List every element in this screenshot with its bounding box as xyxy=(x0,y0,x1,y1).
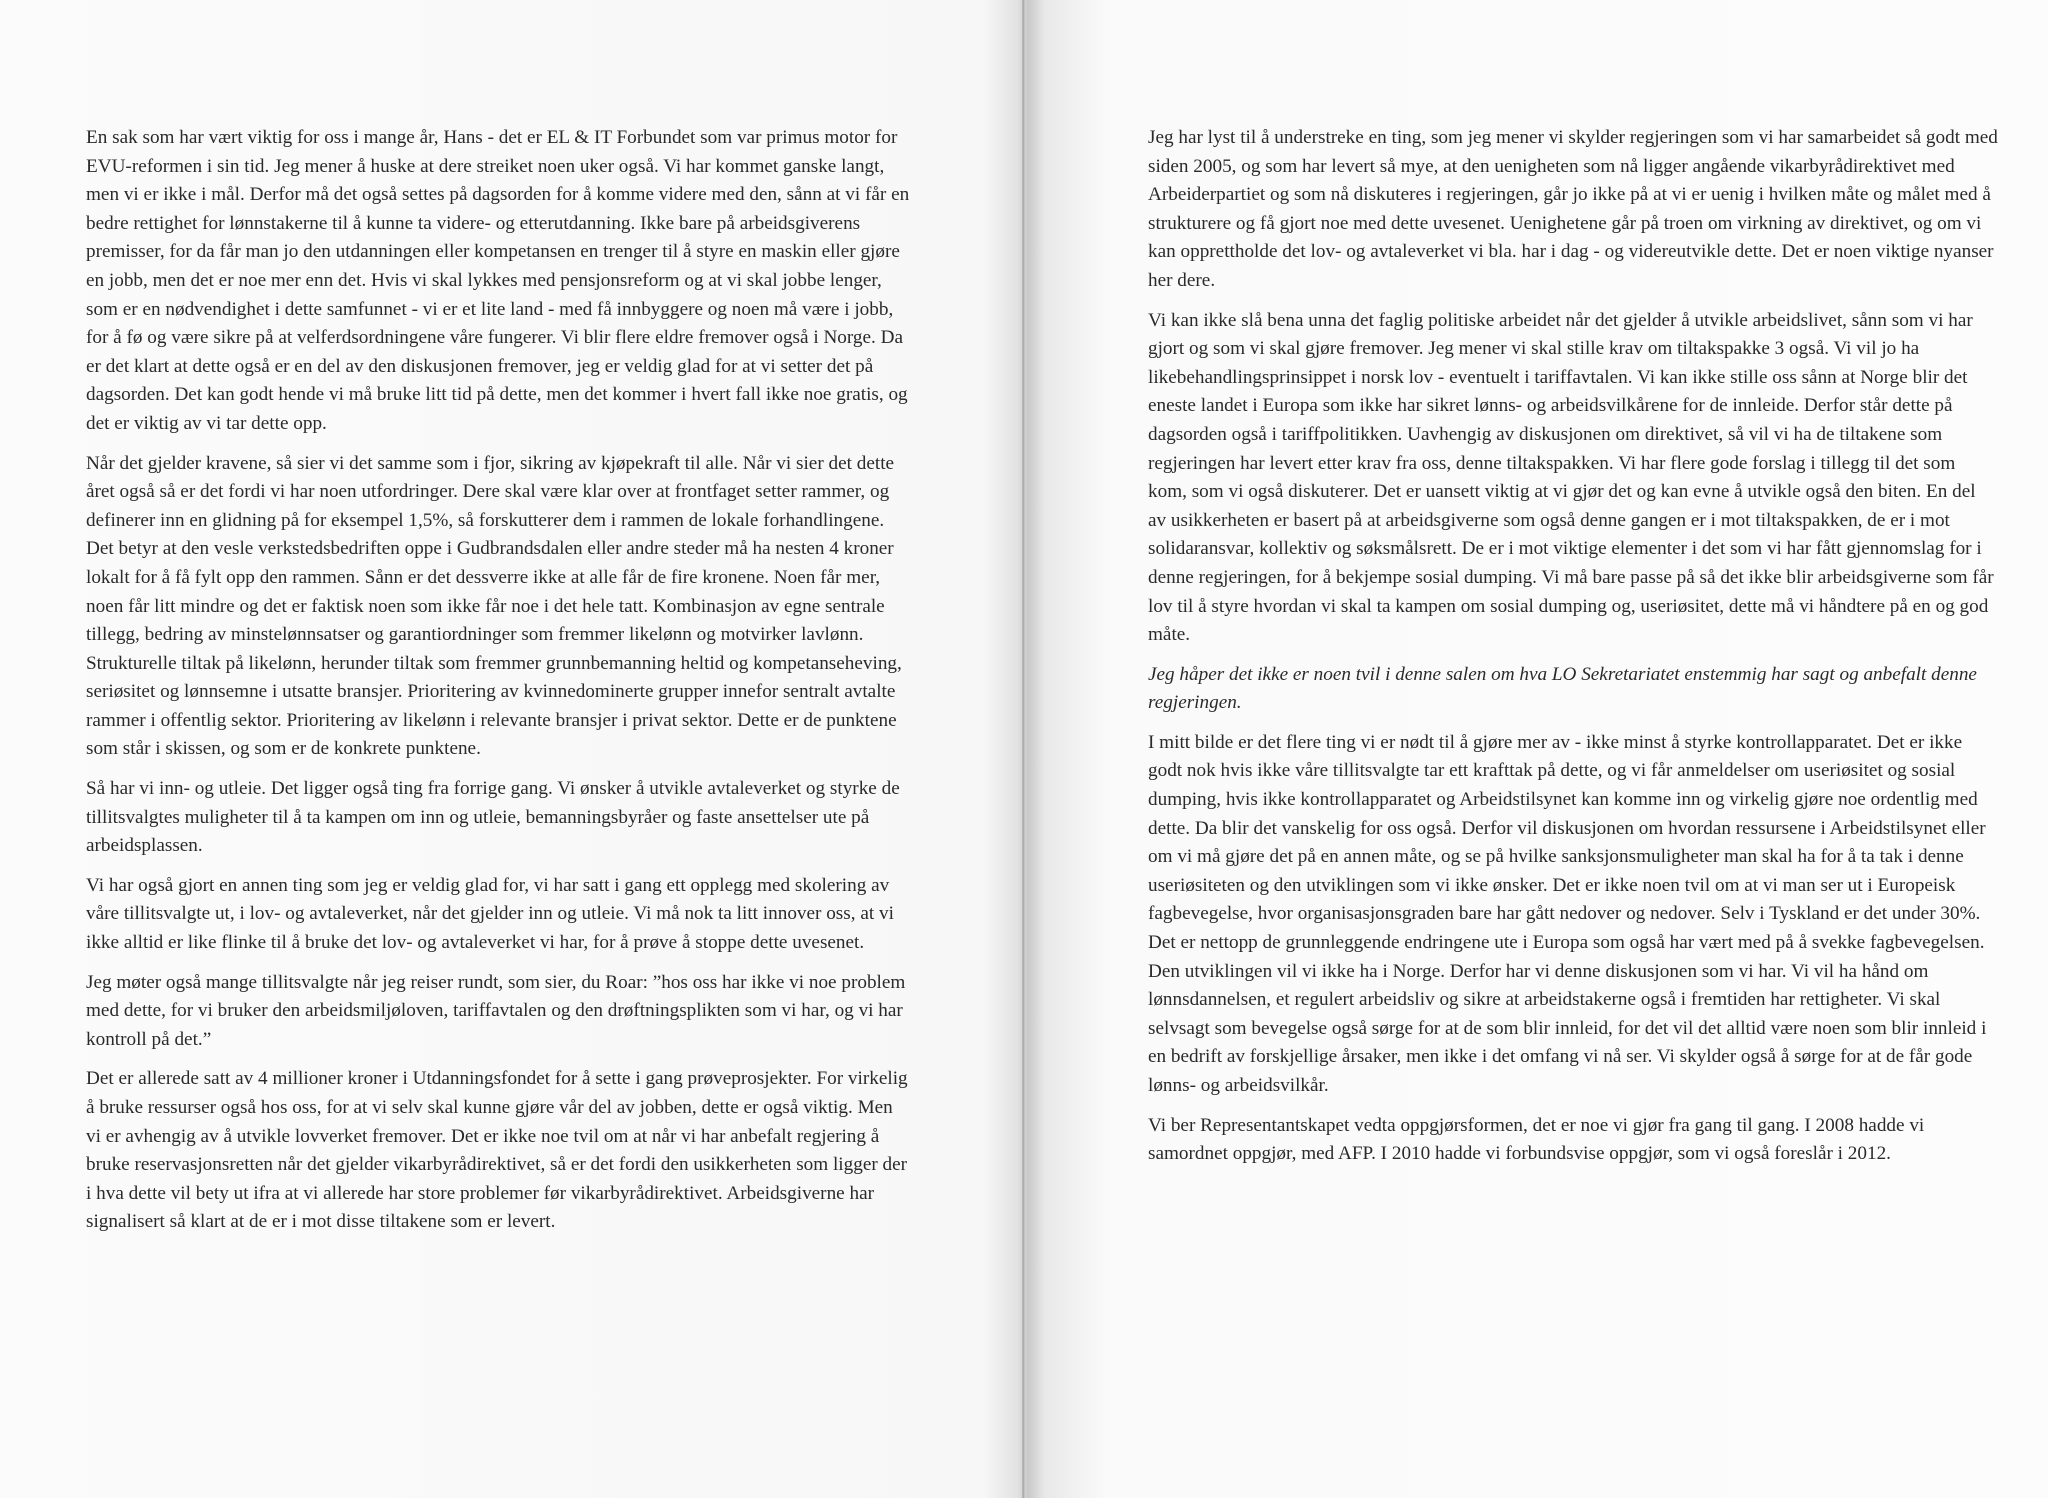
right-paragraph-4: I mitt bilde er det flere ting vi er nødt til å gjøre mer av - ikke minst å styrke kontrollapparatet. Det er ikke godt nok hvis ikke våre tillitsvalgte tar ett krafttak på dette, og vi får anmeldelser om useriøsitet og sosial dumping, hvis ikke kontrollapparatet og Arbeidstilsynet kan komme inn og virkelig gjøre noe ordentlig med dette. Da blir det vanskelig for oss også. Derfor vil diskusjonen om hvordan ressursene i Arbeidstilsynet eller om vi må gjøre det på en annen måte, og se på hvilke sanksjonsmuligheter man skal ha for å ta tak i denne useriøsiteten og den utviklingen som vi ikke ønsker. Det er ikke noen tvil om at vi man ser ut i Europeisk fagbevegelse, hvor organisasjonsgraden bare har gått nedover og nedover. Selv i Tyskland er det under 30%. Det er nettopp de grunnleggende endringene ute i Europa som også har vært med på å svekke fagbevegelsen. Den utviklingen vil vi ikke ha i Norge. Derfor har vi denne diskusjonen som vi har. Vi vil ha hånd om lønnsdannelsen, et regulert arbeidsliv og sikre at arbeidstakerne også i fremtiden har rettigheter. Vi skal selvsagt som bevegelse også sørge for at de som blir innleid, for det vil det alltid være noen som blir innleid i en bedrift av forskjellige årsaker, men ikke i det omfang vi nå ser. Vi skylder også å sørge for at de får gode lønns- og arbeidsvilkår. xyxy=(1148,731,1987,1096)
left-paragraph-1: En sak som har vært viktig for oss i mange år, Hans - det er EL & IT Forbundet som var primus motor for EVU-reformen i sin tid. Jeg mener å huske at dere streiket noen uker også. Vi har kommet ganske langt, men vi er ikke i mål. Derfor må det også settes på dagsorden for å komme videre med den, sånn at vi får en bedre rettighet for lønnstakerne til å kunne ta videre- og etterutdanning. Ikke bare på arbeidsgiverens premisser, for da får man jo den utdanningen eller kompetansen en trenger til å styre en maskin eller gjøre en jobb, men det er noe mer enn det. Hvis vi skal lykkes med pensjonsreform og at vi skal jobbe lenger, som er en nødvendighet i dette samfunnet - vi er et lite land - med få innbyggere og noen må være i jobb, for å fø og være sikre på at velferdsordningene våre fungerer. Vi blir flere eldre fremover også i Norge. Da er det klart at dette også er en del av den diskusjonen fremover, jeg er veldig glad for at vi setter det på dagsorden. Det kan godt hende vi må bruke litt tid på dette, men det kommer i hvert fall ikke noe gratis, og det er viktig av vi tar dette opp. xyxy=(86,127,910,434)
right-paragraph-3-italic: Jeg håper det ikke er noen tvil i denne salen om hva LO Sekretariatet enstemmig har sagt og anbefalt denne regjeringen. xyxy=(1148,663,1977,714)
left-page-text xyxy=(86,124,912,1248)
left-paragraph-3: Så har vi inn- og utleie. Det ligger også ting fra forrige gang. Vi ønsker å utvikle avtaleverket og styrke de tillitsvalgtes muligheter til å ta kampen om inn og utleie, bemanningsbyråer og faste ansettelser ute på arbeidsplassen. xyxy=(86,778,900,857)
right-page-text xyxy=(1148,124,1998,1180)
left-paragraph-4: Vi har også gjort en annen ting som jeg er veldig glad for, vi har satt i gang ett opplegg med skolering av våre tillitsvalgte ut, i lov- og avtaleverket, når det gjelder inn og utleie. Vi må nok ta litt innover oss, at vi ikke alltid er like flinke til å bruke det lov- og avtaleverket vi har, for å prøve å stoppe dette uvesenet. xyxy=(86,874,894,954)
right-page xyxy=(1024,0,2048,1498)
left-paragraph-2: Når det gjelder kravene, så sier vi det samme som i fjor, sikring av kjøpekraft til alle. Når vi sier det dette året også så er det fordi vi har noen utfordringer. Dere skal være klar over at frontfaget setter rammer, og definerer inn en glidning på for eksempel 1,5%, så forskutterer dem i rammen de lokale forhandlingene. Det betyr at den vesle verkstedsbedriften oppe i Gudbrandsdalen eller andre steder må ha nesten 4 kroner lokalt for å få fylt opp den rammen. Sånn er det dessverre ikke at alle får de fire kronene. Noen får mer, noen får litt mindre og det er faktisk noen som ikke får noe i det hele tatt. Kombinasjon av egne sentrale tillegg, bedring av minstelønnsatser og garantiordninger som fremmer likelønn og motvirker lavlønn. Strukturelle tiltak på likelønn, herunder tiltak som fremmer grunnbemanning heltid og kompetanseheving, seriøsitet og lønnsemne i utsatte bransjer. Prioritering av kvinnedominerte grupper innefor sentralt avtalte rammer i offentlig sektor. Prioritering av likelønn i relevante bransjer i privat sektor. Dette er de punktene som står i skissen, og som er de konkrete punktene. xyxy=(86,452,902,760)
left-paragraph-6: Det er allerede satt av 4 millioner kroner i Utdanningsfondet for å sette i gang prøveprosjekter. For virkelig å bruke ressurser også hos oss, for at vi selv skal kunne gjøre vår del av jobben, dette er også viktig. Men vi er avhengig av å utvikle lovverket fremover. Det er ikke noe tvil om at når vi har anbefalt regjering å bruke reservasjonsretten når det gjelder vikarbyrådirektivet, så er det fordi den usikkerheten som ligger der i hva dette vil bety ut ifra at vi allerede har store problemer før vikarbyrådirektivet. Arbeidsgiverne har signalisert så klart at de er i mot disse tiltakene som er levert. xyxy=(86,1068,908,1233)
right-paragraph-1: Jeg har lyst til å understreke en ting, som jeg mener vi skylder regjeringen som vi har samarbeidet så godt med siden 2005, og som har levert så mye, at den uenigheten som nå ligger angående vikarbyrådirektivet med Arbeiderpartiet og som nå diskuteres i regjeringen, går jo ikke på at vi er uenig i hvilken måte og målet med å strukturere og få gjort noe med dette uvesenet. Uenighetene går på troen om virkning av direktivet, og om vi kan opprettholde det lov- og avtaleverket vi bla. har i dag - og videreutvikle dette. Det er noen viktige nyanser her dere. xyxy=(1148,127,1998,291)
left-paragraph-5: Jeg møter også mange tillitsvalgte når jeg reiser rundt, som sier, du Roar: ”hos oss har ikke vi noe problem med dette, for vi bruker den arbeidsmiljøloven, tariffavtalen og den drøftningsplikten som vi har, og vi har kontroll på det.” xyxy=(86,971,906,1050)
right-paragraph-2: Vi kan ikke slå bena unna det faglig politiske arbeidet når det gjelder å utvikle arbeidslivet, sånn som vi har gjort og som vi skal gjøre fremover. Jeg mener vi skal stille krav om tiltakspakke 3 også. Vi vil jo ha likebehandlingsprinsippet i norsk lov - eventuelt i tariffavtalen. Vi kan ikke stille oss sånn at Norge blir det eneste landet i Europa som ikke har sikret lønns- og arbeidsvilkårene for de innleide. Derfor står dette på dagsorden også i tariffpolitikken. Uavhengig av diskusjonen om direktivet, så vil vi ha de tiltakene som regjeringen har levert etter krav fra oss, denne tiltakspakken. Vi har flere gode forslag i tillegg til det som kom, som vi også diskuterer. Det er uansett viktig at vi gjør det og kan evne å utvikle også den biten. En del av usikkerheten er basert på at arbeidsgiverne som også denne gangen er i mot tiltakspakken, de er i mot solidaransvar, kollektiv og søksmålsrett. De er i mot viktige elementer i det som vi har fått gjennomslag for i denne regjeringen, for å bekjempe sosial dumping. Vi må bare passe på så det ikke blir arbeidsgiverne som får lov til å styre hvordan vi skal ta kampen om sosial dumping og, useriøsitet, dette må vi håndtere på en og god måte. xyxy=(1148,309,1994,646)
right-paragraph-5: Vi ber Representantskapet vedta oppgjørsformen, det er noe vi gjør fra gang til gang. I 2008 hadde vi samordnet oppgjør, med AFP. I 2010 hadde vi forbundsvise oppgjør, som vi også foreslår i 2012. xyxy=(1148,1114,1925,1165)
